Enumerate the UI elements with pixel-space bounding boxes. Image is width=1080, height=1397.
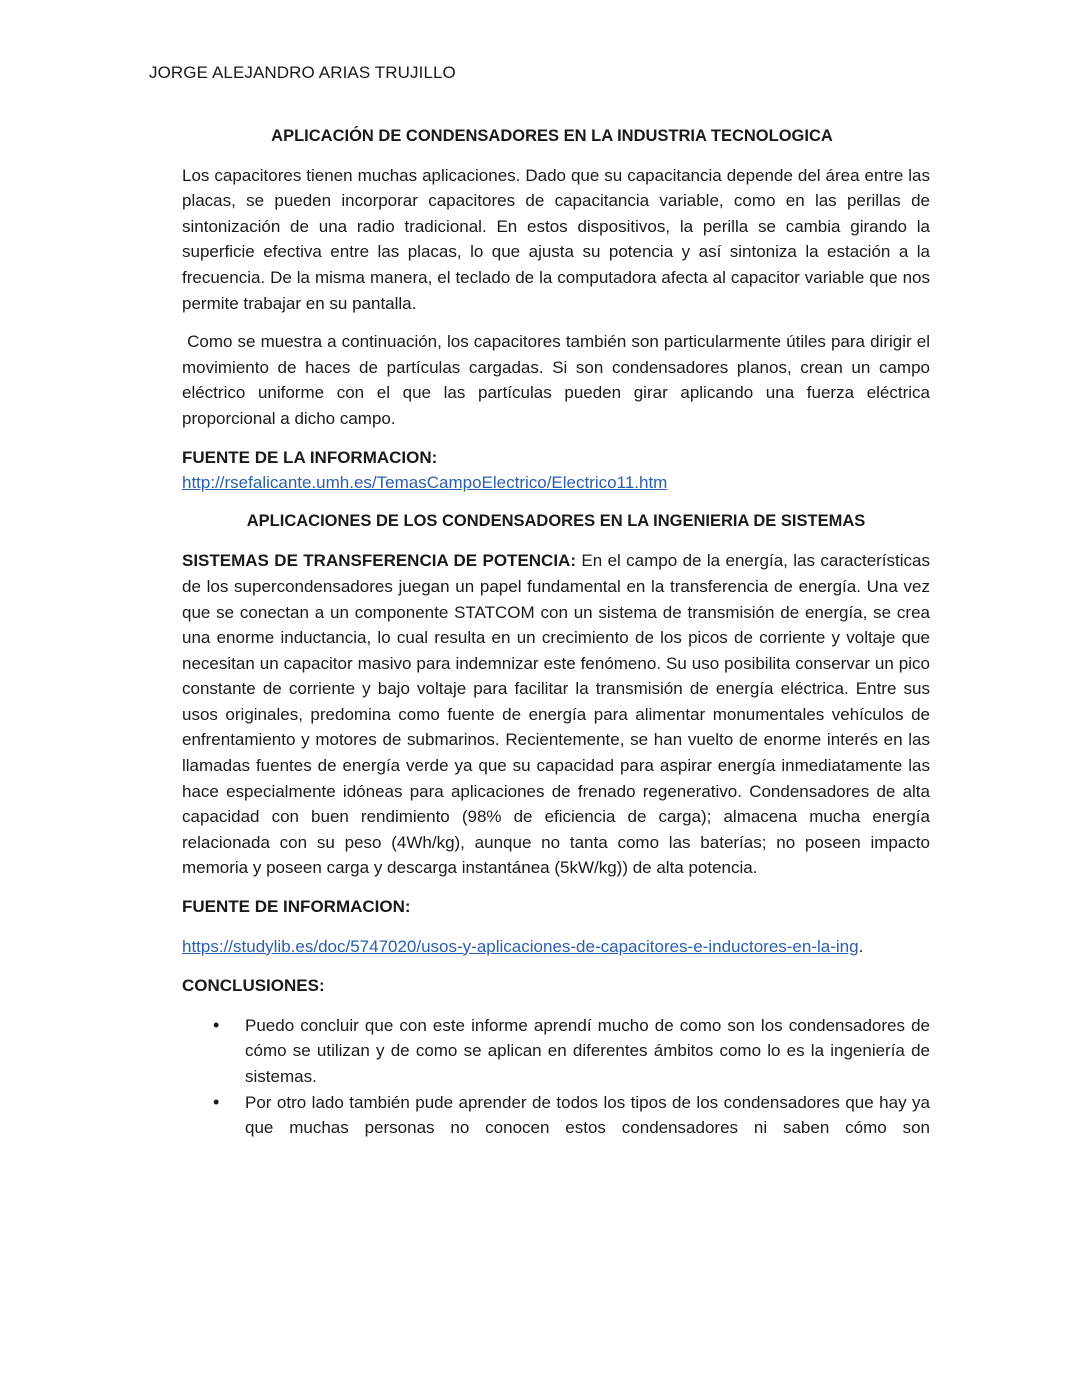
section2-paragraph	[182, 548, 930, 881]
conclusion-item-2	[182, 1090, 930, 1141]
section2-source-link[interactable]: https://studylib.es/doc/5747020/usos-y-aplicaciones-de-capacitores-e-inductores-en-la-ing	[182, 936, 859, 956]
section1-title: APLICACIÓN DE CONDENSADORES EN LA INDUSTRIA TECNOLOGICA	[271, 127, 833, 145]
conclusion-item-1	[182, 1013, 930, 1090]
section1-source-line	[182, 470, 930, 496]
author-header: JORGE ALEJANDRO ARIAS TRUJILLO	[149, 63, 456, 82]
section2-subtitle: SISTEMAS DE TRANSFERENCIA DE POTENCIA:	[182, 551, 576, 571]
conclusions-label: CONCLUSIONES:	[182, 976, 325, 996]
section1-source-link[interactable]: http://rsefalicante.umh.es/TemasCampoElectrico/Electrico11.htm	[182, 473, 668, 493]
conclusion-text-1: Puedo concluir que con este informe aprendí mucho de como son los condensadores de cómo se utilizan y de como se aplican en diferentes ámbitos como lo es la ingeniería de sistemas.	[245, 1015, 930, 1086]
section2-paragraph-text: En el campo de la energía, las características de los supercondensadores juegan un papel fundamental en la transferencia de energía. Una vez que se conectan a un componente STATCOM con un sistema de transmisión de energía, se crea una enorme inductancia, lo cual resulta en un crecimiento de los picos de corriente y voltaje que necesitan un capacitor masivo para indemnizar este fenómeno. Su uso posibilita conservar un pico constante de corriente y bajo voltaje para facilitar la transmisión de energía eléctrica. Entre sus usos originales, predomina como fuente de energía para alimentar monumentales vehículos de enfrentamiento y motores de submarinos. Recientemente, se han vuelto de enorme interés en las llamadas fuentes de energía verde ya que su capacidad para aspirar energía inmediatamente las hace especialmente idóneas para aplicaciones de frenado regenerativo. Condensadores de alta capacidad con buen rendimiento (98% de eficiencia de carga); almacena mucha energía relacionada con su peso (4Wh/kg), aunque no tanta como las baterías; no poseen impacto memoria y poseen carga y descarga instantánea (5kW/kg)) de alta potencia.	[182, 551, 930, 878]
section2-source-label: FUENTE DE INFORMACION:	[182, 897, 411, 917]
section2-title: APLICACIONES DE LOS CONDENSADORES EN LA INGENIERIA DE SISTEMAS	[246, 511, 866, 530]
section1-paragraph-1: Los capacitores tienen muchas aplicaciones. Dado que su capacitancia depende del área entre las placas, se pueden incorporar capacitores de capacitancia variable, como en las perillas de sintonización de una radio tradicional. En estos dispositivos, la perilla se cambia girando la superficie efectiva entre las placas, lo que ajusta su potencia y así sintoniza la estación a la frecuencia. De la misma manera, el teclado de la computadora afecta al capacitor variable que nos permite trabajar en su pantalla.	[182, 165, 930, 313]
section1-source-label: FUENTE DE LA INFORMACION:	[182, 447, 438, 467]
document-body	[182, 124, 935, 1141]
bullet-icon: •	[213, 1091, 220, 1112]
section2-source-line	[182, 934, 930, 960]
bullet-icon: •	[213, 1014, 220, 1035]
conclusion-text-2: Por otro lado también pude aprender de todos los tipos de los condensadores que hay ya que muchas personas no conocen estos condensadores ni saben cómo son	[245, 1092, 930, 1138]
conclusions-list	[182, 1013, 930, 1141]
section2-source-suffix: .	[858, 936, 864, 956]
section1-paragraph-2: Como se muestra a continuación, los capacitores también son particularmente útiles para dirigir el movimiento de haces de partículas cargadas. Si son condensadores planos, crean un campo eléctrico uniforme con el que las partículas pueden girar aplicando una fuerza eléctrica proporcional a dicho campo.	[182, 332, 935, 428]
